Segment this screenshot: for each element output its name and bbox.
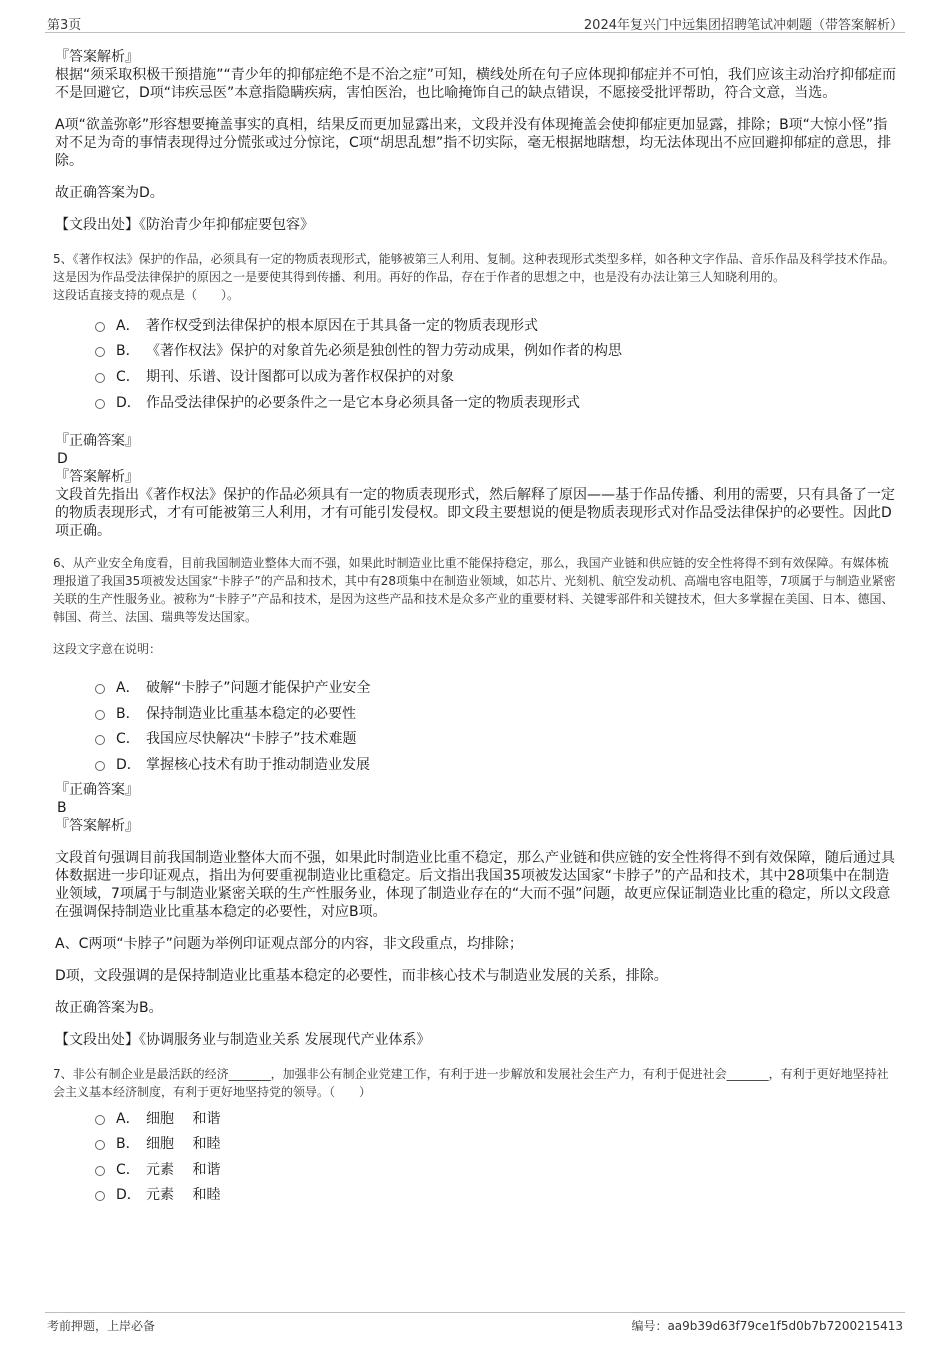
q6-analysis-para3: D项，文段强调的是保持制造业比重基本稳定的必要性，而非核心技术与制造业发展的关系，排除。	[55, 967, 668, 984]
radio-icon[interactable]	[95, 399, 105, 409]
page-footer	[45, 1312, 905, 1335]
q5-analysis-tag: 『答案解析』	[55, 469, 139, 486]
q5-options	[95, 312, 897, 414]
q5-option-c[interactable]: C． 期刊、乐谱、设计图都可以成为著作权保护的对象	[95, 363, 897, 389]
q4-analysis-tag: 『答案解析』	[55, 49, 139, 65]
footer-slogan: 考前押题，上岸必备	[47, 1319, 156, 1333]
document-code: 编号：aa9b39d63f79ce1f5d0b7b7200215413	[631, 1319, 903, 1333]
q6-option-d[interactable]: D． 掌握核心技术有助于推动制造业发展	[95, 751, 897, 777]
q7-option-c[interactable]: C． 元素 和谐	[95, 1156, 897, 1182]
q7-option-b[interactable]: B． 细胞 和睦	[95, 1130, 897, 1156]
document-body	[55, 44, 897, 1207]
q6-prompt: 这段文字意在说明：	[53, 642, 162, 657]
q6-analysis-para2: A、C两项“卡脖子”问题为举例印证观点部分的内容，非文段重点，均排除；	[55, 935, 523, 952]
q7-options	[95, 1105, 897, 1207]
q6-analysis-para1: 文段首句强调目前我国制造业整体大而不强，如果此时制造业比重不稳定，那么产业链和供应链的安全性将得不到有效保障，随后通过具体数据进一步印证观点，指出为何要重视制造业比重稳定。后文指出我国35项被发达国家“卡脖子”的产品和技术，其中28项集中在制造业领域，7项属于与制造业紧密关联的生产性服务业，体现了制造业存在的“大而不强”问题，故更应保证制造业比重的稳定，所以文段意在强调保持制造业比重基本稳定的必要性，对应B项。	[55, 849, 895, 920]
q5-option-d[interactable]: D． 作品受法律保护的必要条件之一是它本身必须具备一定的物质表现形式	[95, 389, 897, 415]
radio-icon[interactable]	[95, 1140, 105, 1150]
q6-analysis-tag: 『答案解析』	[55, 817, 139, 834]
radio-icon[interactable]	[95, 322, 105, 332]
radio-icon[interactable]	[95, 684, 105, 694]
q5-analysis: 文段首先指出《著作权法》保护的作品必须具有一定的物质表现形式，然后解释了原因——基于作品传播、利用的需要，只有具备了一定的物质表现形式，才有可能被第三人利用，才有可能引发侵权。即文段主要想说的便是物质表现形式对作品受法律保护的必要性。因此D项正确。	[55, 487, 895, 540]
q6-option-b[interactable]: B． 保持制造业比重基本稳定的必要性	[95, 700, 897, 726]
q4-analysis-para2: A项“欲盖弥彰”形容想要掩盖事实的真相，结果反而更加显露出来，文段并没有体现掩盖会使抑郁症更加显露，排除；B项“大惊小怪”指对不足为奇的事情表现得过分慌张或过分惊诧，C项“胡思乱想”指不切实际，毫无根据地瞎想，均无法体现出不应回避抑郁症的意思，排除。	[55, 117, 892, 169]
q6-source: 【文段出处】《协调服务业与制造业关系 发展现代产业体系》	[55, 1031, 431, 1048]
q4-source: 【文段出处】《防治青少年抑郁症要包容》	[55, 217, 314, 233]
radio-icon[interactable]	[95, 1166, 105, 1176]
radio-icon[interactable]	[95, 1115, 105, 1125]
q5-option-a[interactable]: A． 著作权受到法律保护的根本原因在于其具备一定的物质表现形式	[95, 312, 897, 338]
radio-icon[interactable]	[95, 373, 105, 383]
q4-analysis-para1: 根据“须采取积极干预措施”“青少年的抑郁症绝不是不治之症”可知，横线处所在句子应体现抑郁症并不可怕，我们应该主动治疗抑郁症而不是回避它，D项“讳疾忌医”本意指隐瞒疾病，害怕医治，也比喻掩饰自己的缺点错误，不愿接受批评帮助，符合文意，当选。	[55, 67, 897, 101]
q6-option-a[interactable]: A． 破解“卡脖子”问题才能保护产业安全	[95, 674, 897, 700]
page-number: 第3页	[47, 18, 82, 33]
q5-option-b[interactable]: B． 《著作权法》保护的对象首先必须是独创性的智力劳动成果，例如作者的构思	[95, 338, 897, 364]
q7-option-a[interactable]: A． 细胞 和谐	[95, 1105, 897, 1131]
q7-stem: 7、非公有制企业是最活跃的经济_______，加强非公有制企业党建工作，有利于进一步解放和发展社会生产力，有利于促进社会_______，有利于更好地坚持社会主义基本经济制度，有利于更好地坚持党的领导。（ ）	[53, 1066, 889, 1099]
radio-icon[interactable]	[95, 735, 105, 745]
q6-answer: B	[57, 799, 67, 816]
q4-conclusion: 故正确答案为D。	[55, 185, 164, 201]
q5-stem: 5、《著作权法》保护的作品，必须具有一定的物质表现形式，能够被第三人利用、复制。这种表现形式类型多样，如各种文字作品、音乐作品及科学技术作品。这是因为作品受法律保护的原因之一是要使其得到传播、利用。再好的作品，存在于作者的思想之中，也是没有办法让第三人知晓利用的。	[53, 252, 895, 284]
q5-correct-tag: 『正确答案』	[55, 433, 139, 450]
q7-option-d[interactable]: D． 元素 和睦	[95, 1182, 897, 1208]
document-title: 2024年复兴门中远集团招聘笔试冲刺题（带答案解析）	[583, 18, 903, 33]
radio-icon[interactable]	[95, 1191, 105, 1201]
q6-correct-tag: 『正确答案』	[55, 781, 139, 798]
radio-icon[interactable]	[95, 761, 105, 771]
page-header	[45, 12, 905, 33]
q5-prompt: 这段话直接支持的观点是（ ）。	[53, 288, 240, 302]
radio-icon[interactable]	[95, 347, 105, 357]
radio-icon[interactable]	[95, 710, 105, 720]
q6-conclusion: 故正确答案为B。	[55, 999, 163, 1016]
q6-option-c[interactable]: C． 我国应尽快解决“卡脖子”技术难题	[95, 726, 897, 752]
q6-stem: 6、从产业安全角度看，目前我国制造业整体大而不强，如果此时制造业比重不能保持稳定，那么，我国产业链和供应链的安全性将得不到有效保障。有媒体梳理报道了我国35项被发达国家“卡脖子”的产品和技术，其中有28项集中在制造业领域，如芯片、光刻机、航空发动机、高端电容电阻等，7项属于与制造业紧密关联的生产性服务业。被称为“卡脖子”产品和技术，是因为这些产品和技术是众多产业的重要材料、关键零部件和关键技术，但大多掌握在美国、日本、德国、韩国、荷兰、法国、瑞典等发达国家。	[53, 556, 896, 625]
q6-options	[95, 674, 897, 776]
q5-answer: D	[57, 451, 68, 468]
